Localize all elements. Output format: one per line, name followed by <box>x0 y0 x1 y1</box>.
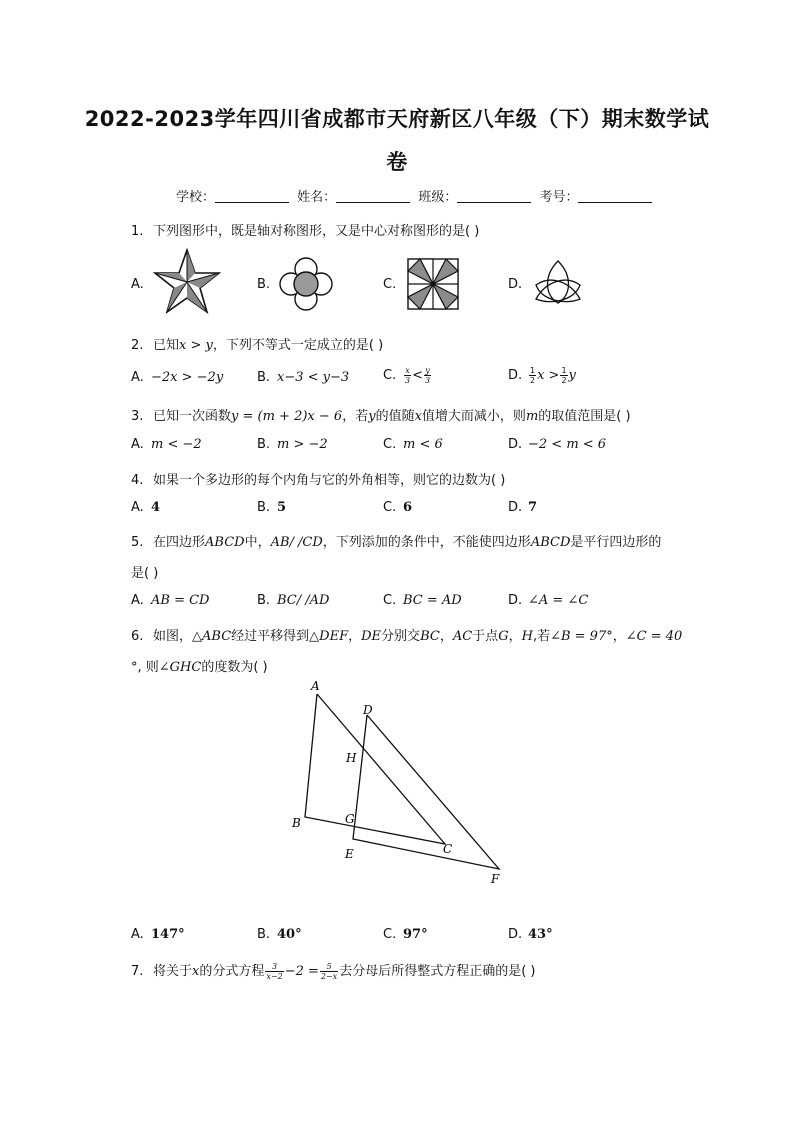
q3-option-a[interactable]: A. m < −2 <box>131 437 202 452</box>
q6-option-c[interactable]: C. 97° <box>383 927 428 942</box>
label-b: B <box>292 816 301 830</box>
fraction: $\frac{5}{2-x}$ <box>320 962 338 981</box>
q3-option-d[interactable]: D. −2 < m < 6 <box>508 437 607 452</box>
question-text: 如果一个多边形的每个内角与它的外角相等，则它的边数为( ) <box>153 473 506 488</box>
fraction: $\frac{x}{3}$ <box>405 366 411 385</box>
class-blank[interactable] <box>457 190 531 203</box>
label-h: H <box>346 751 357 765</box>
question-number: 2. <box>131 338 144 353</box>
four-circles-icon <box>278 256 334 312</box>
pinwheel-icon <box>404 255 462 313</box>
label-a: A <box>311 679 320 693</box>
fraction: $\frac{3}{x-2}$ <box>266 962 283 981</box>
condition: x > y <box>179 338 213 353</box>
question-number: 4. <box>131 473 144 488</box>
question-5-continued: 是( ) <box>131 566 159 581</box>
triangle-def <box>353 715 499 869</box>
question-text: 已知 <box>153 338 180 353</box>
q4-option-a[interactable]: A. 4 <box>131 500 161 515</box>
function: y = (m + 2)x − 6 <box>231 409 343 424</box>
school-label: 学校： <box>176 190 216 205</box>
label-d: D <box>363 703 373 717</box>
q5-option-c[interactable]: C. BC = AD <box>383 593 462 608</box>
question-number: 6. <box>131 629 144 644</box>
school-blank[interactable] <box>215 190 289 203</box>
page-title-continued: 卷 <box>386 150 408 174</box>
name-blank[interactable] <box>336 190 410 203</box>
label-e: E <box>345 847 354 861</box>
label-c: C <box>443 842 453 856</box>
fraction: $\frac{y}{3}$ <box>425 366 431 385</box>
q1-option-c-label: C. <box>383 277 397 292</box>
q2-option-d[interactable]: D. $\frac{1}{2}$ x > $\frac{1}{2}$ y <box>508 366 576 385</box>
q3-option-b[interactable]: B. m > −2 <box>257 437 328 452</box>
triangle-abc <box>305 694 445 844</box>
exam-number-blank[interactable] <box>578 190 652 203</box>
question-number: 7. <box>131 964 144 979</box>
question-number: 3. <box>131 409 144 424</box>
q2-option-b[interactable]: B. x−3 < y−3 <box>257 370 350 385</box>
question-number: 1. <box>131 224 144 239</box>
question-5: 5. 在四边形ABCD中，AB/ /CD，下列添加的条件中，不能使四边形ABCD是平行四边形的 <box>131 535 662 550</box>
question-text: 下列图形中，既是轴对称图形，又是中心对称图形的是( ) <box>153 224 480 239</box>
question-4 <box>131 469 505 488</box>
student-info-line <box>176 186 656 205</box>
question-2 <box>131 334 383 353</box>
q4-option-c[interactable]: C. 6 <box>383 500 413 515</box>
q5-option-d[interactable]: D. ∠A = ∠C <box>508 593 589 608</box>
q6-option-d[interactable]: D. 43° <box>508 927 553 942</box>
q5-option-b[interactable]: B. BC/ /AD <box>257 593 330 608</box>
triquetra-icon <box>530 257 586 309</box>
q4-option-b[interactable]: B. 5 <box>257 500 287 515</box>
name-label: 姓名： <box>297 190 337 205</box>
class-label: 班级： <box>418 190 458 205</box>
triangle-translation-figure <box>280 676 520 892</box>
question-text: ，下列不等式一定成立的是( ) <box>212 338 384 353</box>
question-number: 5. <box>131 535 144 550</box>
q5-option-a[interactable]: A. AB = CD <box>131 593 210 608</box>
label-g: G <box>345 812 355 826</box>
q2-option-a[interactable]: A. −2x > −2y <box>131 370 224 385</box>
fraction: $\frac{1}{2}$ <box>530 366 536 385</box>
question-3: 3. 已知一次函数y = (m + 2)x − 6，若y的值随x值增大而减小，则m的取值范围是( ) <box>131 409 631 424</box>
q3-option-c[interactable]: C. m < 6 <box>383 437 443 452</box>
q4-option-d[interactable]: D. 7 <box>508 500 538 515</box>
question-7: 7. 将关于x的分式方程 $\frac{3}{x-2}$ −2 = $\frac{5}{2-x}$ 去分母后所得整式方程正确的是( ) <box>131 962 536 981</box>
q1-option-a-label: A. <box>131 277 144 292</box>
q1-option-b-label: B. <box>257 277 271 292</box>
question-6-continued: °, 则∠GHC的度数为( ) <box>131 660 268 675</box>
fraction: $\frac{1}{2}$ <box>561 366 567 385</box>
exam-number-label: 考号： <box>539 190 579 205</box>
q6-option-b[interactable]: B. 40° <box>257 927 302 942</box>
label-f: F <box>491 872 500 886</box>
question-1 <box>131 220 479 239</box>
q1-option-d-label: D. <box>508 277 523 292</box>
page-title: 2022-2023学年四川省成都市天府新区八年级（下）期末数学试 <box>84 107 710 131</box>
question-6: 6. 如图，△ABC经过平移得到△DEF，DE分别交BC，AC于点G，H,若∠B = 97°，∠C = 40 <box>131 629 683 644</box>
option-text: x−3 < y−3 <box>277 370 350 385</box>
star-icon <box>152 247 222 317</box>
q2-option-c[interactable]: C. $\frac{x}{3}$ < $\frac{y}{3}$ <box>383 366 431 385</box>
q6-option-a[interactable]: A. 147° <box>131 927 185 942</box>
option-text: −2x > −2y <box>151 370 224 385</box>
